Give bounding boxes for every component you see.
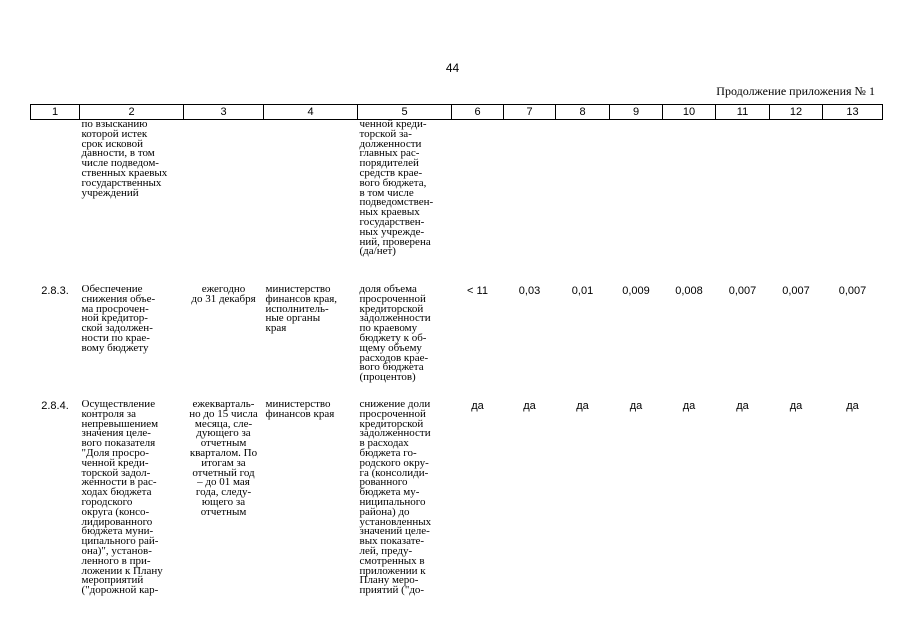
deadline-cell: ежекварталь- но до 15 числа месяца, сле- дующего за отчетным кварталом. По итогам за отчетный год – до 01 мая года, следу- ющего за отчетным [189,398,258,518]
table-row [31,400,883,601]
deadline-cell: ежегодно до 31 декабря [191,283,256,305]
event-cell: Обеспечение снижения объе- ма просрочен- ной кредитор- ской задолжен- ности по крае- вому бюджету [81,283,156,354]
column-header: 6 [452,105,504,120]
value-cell [770,120,823,286]
value-cell: 0,007 [728,285,757,297]
row-number: 2.8.4. [41,400,69,412]
page-number: 44 [445,61,460,75]
value-cell: 0,008 [675,285,703,297]
value-cell [663,120,716,286]
table-row [31,285,883,400]
column-header: 13 [823,105,883,120]
row-number: 2.8.3. [41,285,69,297]
header-row [31,105,883,120]
executor-cell [264,120,358,286]
value-cell: да [576,400,589,412]
value-cell: да [471,400,484,412]
event-cell: по взысканию которой истек срок исковой давности, в том числе подведом- ственных краевых государственных учреждений [81,118,168,199]
value-cell: да [846,400,859,412]
value-cell [610,120,663,286]
value-cell: 0,007 [782,285,810,297]
value-cell: 0,03 [518,285,541,297]
value-cell: да [523,400,536,412]
value-cell: 0,009 [622,285,650,297]
value-cell: 0,007 [838,285,867,297]
column-header: 3 [184,105,264,120]
value-cell: да [629,400,643,412]
value-cell [452,120,504,286]
value-cell: да [736,400,749,412]
value-cell: да [682,400,696,412]
column-header: 2 [80,105,184,120]
value-cell [823,120,883,286]
column-header: 5 [358,105,452,120]
value-cell [504,120,556,286]
indicator-cell: доля объема просроченной кредиторской задолженности по краевому бюджету к об- щему объему расходов крае- вого бюджета (процентов) [359,283,431,384]
plan-table [30,104,883,601]
indicator-cell: ченной креди- торской за- долженности главных рас- порядителей средств крае- вого бюджета, в том числе подведомствен- ных краевых государствен- ных учрежде- ний, проверена (да/нет) [359,118,434,258]
value-cell: 0,01 [571,285,594,297]
column-header: 11 [716,105,770,120]
event-cell: Осуществление контроля за непревышением значения целе- вого показателя "Доля просро- ченной креди- торской задол- женности в рас- ходах бюджета городского округа (консо- лидированного бюджета муни- ципального рай- она)", установ- ленного в при- ложении к Плану мероприятий ("дорожной кар- [81,398,163,597]
deadline-cell [184,120,264,286]
column-header: 10 [663,105,716,120]
value-cell: < 11 [467,285,488,297]
row-number [31,120,80,286]
indicator-cell: снижение доли просроченной кредиторской задолженности в расходах бюджета го- родского окру- га (консолиди- рованного бюджета му- ниципального района) до установленных значений целе- вых показате- лей, преду- смотренных в приложении к Плану меро- приятий ("до- [359,398,432,597]
column-header: 8 [556,105,610,120]
executor-cell: министерство финансов края, исполнитель- ные органы края [265,283,338,335]
column-header: 12 [770,105,823,120]
column-header: 9 [610,105,663,120]
value-cell [556,120,610,286]
column-header: 4 [264,105,358,120]
table-row [31,120,883,286]
column-header: 1 [31,105,80,120]
value-cell: да [789,400,803,412]
appendix-continuation-label: Продолжение приложения № 1 [716,84,875,98]
executor-cell: министерство финансов края [265,398,335,420]
value-cell [716,120,770,286]
column-header: 7 [504,105,556,120]
